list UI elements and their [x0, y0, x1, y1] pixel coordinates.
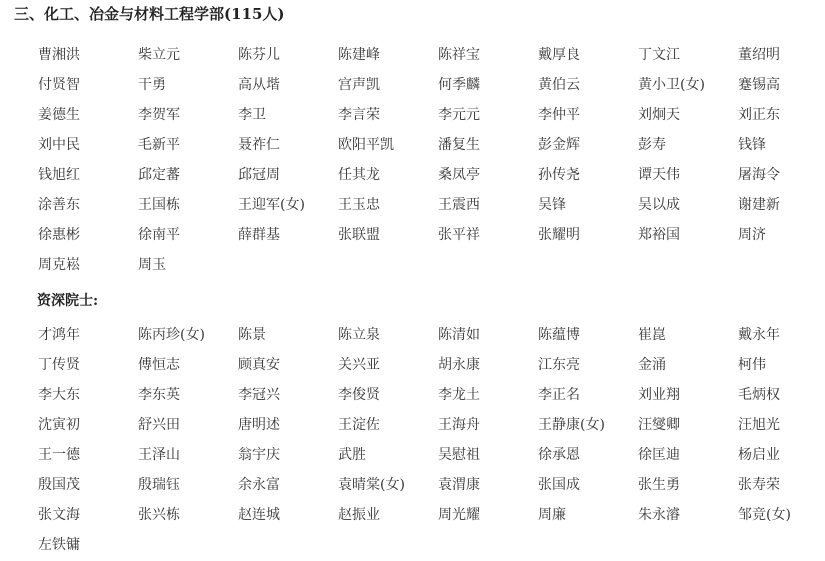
- member-name: 王迎军(女): [238, 197, 305, 213]
- member-name: 舒兴田: [138, 417, 180, 433]
- member-name: 张耀明: [538, 227, 580, 243]
- member-name: 周廉: [538, 507, 566, 523]
- member-name: 刘炯天: [638, 107, 680, 123]
- member-name: 戴永年: [738, 327, 780, 343]
- member-name: 王海舟: [438, 417, 480, 433]
- member-name: 周克崧: [38, 257, 80, 273]
- member-name: 张平祥: [438, 227, 480, 243]
- member-name: 关兴亚: [338, 357, 380, 373]
- member-name: 钱锋: [738, 137, 766, 153]
- member-name: 武胜: [338, 447, 366, 463]
- member-name: 周光耀: [438, 507, 480, 523]
- member-name: 彭寿: [638, 137, 666, 153]
- member-name: 王国栋: [138, 197, 180, 213]
- member-name: 丁文江: [638, 47, 680, 63]
- member-name: 李东英: [138, 387, 180, 403]
- member-name: 杨启业: [738, 447, 780, 463]
- member-name: 袁渭康: [438, 477, 480, 493]
- member-name: 陈清如: [438, 327, 480, 343]
- member-name: 李正名: [538, 387, 580, 403]
- member-name: 吴以成: [638, 197, 680, 213]
- section-title: 三、化工、冶金与材料工程学部(115人): [14, 5, 285, 23]
- member-name: 王静康(女): [538, 417, 605, 433]
- member-name: 殷国茂: [38, 477, 80, 493]
- member-name: 屠海令: [738, 167, 780, 183]
- member-name: 陈芬儿: [238, 47, 280, 63]
- member-name: 张国成: [538, 477, 580, 493]
- member-name: 李元元: [438, 107, 480, 123]
- member-name: 任其龙: [338, 167, 380, 183]
- member-name: 殷瑞钰: [138, 477, 180, 493]
- member-name: 赵连城: [238, 507, 280, 523]
- member-name: 涂善东: [38, 197, 80, 213]
- member-name: 张寿荣: [738, 477, 780, 493]
- member-name: 袁晴棠(女): [338, 477, 405, 493]
- senior-members-label: 资深院士:: [37, 293, 99, 309]
- member-name: 陈丙珍(女): [138, 327, 205, 343]
- member-name: 张兴栋: [138, 507, 180, 523]
- member-name: 潘复生: [438, 137, 480, 153]
- member-name: 陈建峰: [338, 47, 380, 63]
- member-name: 聂祚仁: [238, 137, 280, 153]
- member-name: 徐南平: [138, 227, 180, 243]
- member-name: 余永富: [238, 477, 280, 493]
- member-name: 汪燮卿: [638, 417, 680, 433]
- member-name: 丁传贤: [38, 357, 80, 373]
- member-name: 付贤智: [38, 77, 80, 93]
- member-name: 邱定蕃: [138, 167, 180, 183]
- member-name: 陈蕴博: [538, 327, 580, 343]
- member-name: 彭金辉: [538, 137, 580, 153]
- member-name: 董绍明: [738, 47, 780, 63]
- member-name: 张生勇: [638, 477, 680, 493]
- member-name: 周济: [738, 227, 766, 243]
- member-name: 李贺军: [138, 107, 180, 123]
- member-name: 黄伯云: [538, 77, 580, 93]
- member-name: 翁宇庆: [238, 447, 280, 463]
- member-name: 李龙土: [438, 387, 480, 403]
- member-name: 何季麟: [438, 77, 480, 93]
- member-name: 李仲平: [538, 107, 580, 123]
- member-name: 唐明述: [238, 417, 280, 433]
- member-name: 柯伟: [738, 357, 766, 373]
- member-name: 王震西: [438, 197, 480, 213]
- member-name: 王玉忠: [338, 197, 380, 213]
- member-name: 吴慰祖: [438, 447, 480, 463]
- member-name: 沈寅初: [38, 417, 80, 433]
- member-name: 谭天伟: [638, 167, 680, 183]
- member-name: 徐匡迪: [638, 447, 680, 463]
- member-name: 陈祥宝: [438, 47, 480, 63]
- member-name: 刘正东: [738, 107, 780, 123]
- member-name: 宫声凯: [338, 77, 380, 93]
- member-name: 陈立泉: [338, 327, 380, 343]
- member-name: 张文海: [38, 507, 80, 523]
- member-name: 欧阳平凯: [338, 137, 394, 153]
- member-name: 戴厚良: [538, 47, 580, 63]
- senior-members-grid: [38, 320, 825, 560]
- member-name: 谢建新: [738, 197, 780, 213]
- member-name: 蹇锡高: [738, 77, 780, 93]
- member-name: 刘业翔: [638, 387, 680, 403]
- member-name: 钱旭红: [38, 167, 80, 183]
- member-name: 郑裕国: [638, 227, 680, 243]
- member-name: 周玉: [138, 257, 166, 273]
- member-name: 姜德生: [38, 107, 80, 123]
- member-name: 胡永康: [438, 357, 480, 373]
- member-name: 徐承恩: [538, 447, 580, 463]
- member-name: 桑凤亭: [438, 167, 480, 183]
- member-name: 徐惠彬: [38, 227, 80, 243]
- member-name: 朱永濬: [638, 507, 680, 523]
- member-name: 李冠兴: [238, 387, 280, 403]
- member-name: 李卫: [238, 107, 266, 123]
- member-name: 黄小卫(女): [638, 77, 705, 93]
- member-name: 崔崑: [638, 327, 666, 343]
- member-name: 薛群基: [238, 227, 280, 243]
- member-name: 金涌: [638, 357, 666, 373]
- member-name: 顾真安: [238, 357, 280, 373]
- member-name: 李大东: [38, 387, 80, 403]
- member-name: 傅恒志: [138, 357, 180, 373]
- member-name: 汪旭光: [738, 417, 780, 433]
- member-name: 曹湘洪: [38, 47, 80, 63]
- member-name: 王泽山: [138, 447, 180, 463]
- member-name: 干勇: [138, 77, 166, 93]
- members-grid: [38, 40, 825, 280]
- member-name: 孙传尧: [538, 167, 580, 183]
- member-name: 李言荣: [338, 107, 380, 123]
- member-name: 柴立元: [138, 47, 180, 63]
- member-name: 江东亮: [538, 357, 580, 373]
- member-name: 张联盟: [338, 227, 380, 243]
- member-name: 吴锋: [538, 197, 566, 213]
- member-name: 王一德: [38, 447, 80, 463]
- member-name: 赵振业: [338, 507, 380, 523]
- member-name: 才鸿年: [38, 327, 80, 343]
- member-name: 毛新平: [138, 137, 180, 153]
- member-name: 陈景: [238, 327, 266, 343]
- member-name: 刘中民: [38, 137, 80, 153]
- member-name: 邹竞(女): [738, 507, 791, 523]
- member-name: 王淀佐: [338, 417, 380, 433]
- member-name: 李俊贤: [338, 387, 380, 403]
- member-name: 邱冠周: [238, 167, 280, 183]
- member-name: 毛炳权: [738, 387, 780, 403]
- member-name: 左铁镛: [38, 537, 80, 553]
- member-name: 高从堦: [238, 77, 280, 93]
